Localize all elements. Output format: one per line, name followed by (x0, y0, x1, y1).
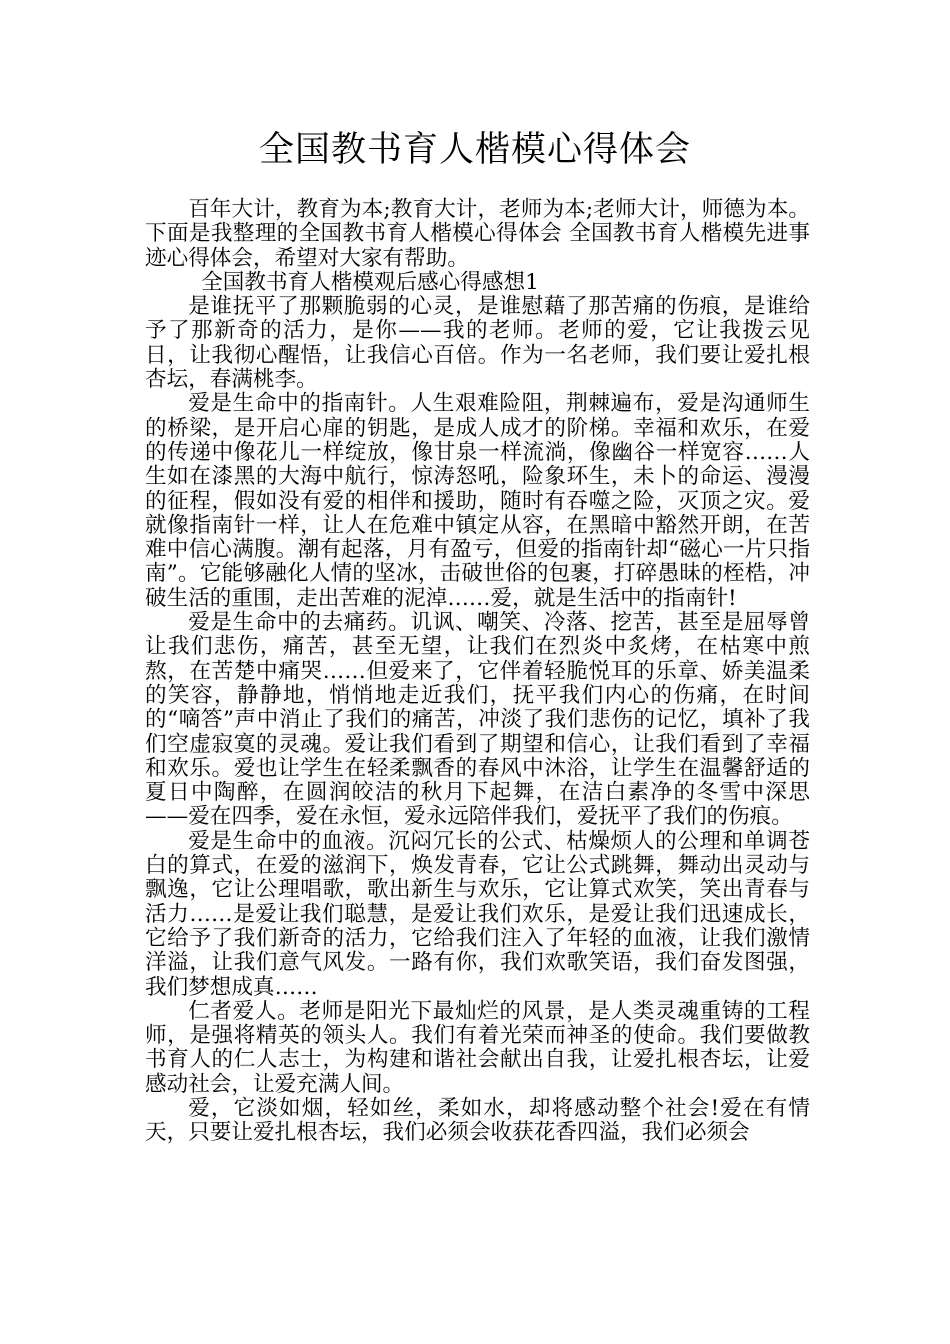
body-paragraph: 爱是生命中的血液。沉闷冗长的公式、枯燥烦人的公理和单调苍白的算式，在爱的滋润下，焕发青春，它让公式跳舞，舞动出灵动与飘逸，它让公理唱歌，歌出新生与欢乐，它让算式欢笑，笑出青春与活力……是爱让我们聪慧，是爱让我们欢乐，是爱让我们迅速成长，它给予了我们新奇的活力，它给我们注入了年轻的血液，让我们激情洋溢，让我们意气风发。一路有你，我们欢歌笑语，我们奋发图强，我们梦想成真…… (145, 828, 810, 1000)
body-paragraph: 爱是生命中的去痛药。讥讽、嘲笑、冷落、挖苦，甚至是屈辱曾让我们悲伤，痛苦，甚至无望，让我们在烈炎中炙烤，在枯寒中煎熬，在苦楚中痛哭……但爱来了，它伴着轻脆悦耳的乐章、娇美温柔的笑容，静静地，悄悄地走近我们，抚平我们内心的伤痛，在时间的“嘀答”声中消止了我们的痛苦，冲淡了我们悲伤的记忆，填补了我们空虚寂寞的灵魂。爱让我们看到了期望和信心，让我们看到了幸福和欢乐。爱也让学生在轻柔飘香的春风中沐浴，让学生在温馨舒适的夏日中陶醉，在圆润皎洁的秋月下起舞，在洁白素净的冬雪中深思——爱在四季，爱在永恒，爱永远陪伴我们，爱抚平了我们的伤痕。 (145, 610, 810, 830)
section-heading: 全国教书育人楷模观后感心得感想1 (201, 269, 539, 295)
body-paragraph: 是谁抚平了那颗脆弱的心灵，是谁慰藉了那苦痛的伤痕，是谁给予了那新奇的活力，是你——我的老师。老师的爱，它让我拨云见日，让我彻心醒悟，让我信心百倍。作为一名老师，我们要让爱扎根杏坛，春满桃李。 (145, 294, 810, 393)
document-body (145, 198, 810, 1146)
body-paragraph: 爱是生命中的指南针。人生艰难险阻，荆棘遍布，爱是沟通师生的桥梁，是开启心扉的钥匙，是成人成才的阶梯。幸福和欢乐，在爱的传递中像花儿一样绽放，像甘泉一样流淌，像幽谷一样宽容……人生如在漆黑的大海中航行，惊涛怒吼，险象环生，未卜的命运、漫漫的征程，假如没有爱的相伴和援助，随时有吞噬之险，灭顶之灾。爱就像指南针一样，让人在危难中镇定从容，在黑暗中豁然开朗，在苦难中信心满腹。潮有起落，月有盈亏，但爱的指南针却“磁心一片只指南”。它能够融化人情的坚冰，击破世俗的包裹，打碎愚昧的桎梏，冲破生活的重围，走出苦难的泥淖……爱，就是生活中的指南针! (145, 391, 810, 611)
body-paragraph: 仁者爱人。老师是阳光下最灿烂的风景，是人类灵魂重铸的工程师，是强将精英的领头人。我们有着光荣而神圣的使命。我们要做教书育人的仁人志士，为构建和谐社会献出自我，让爱扎根杏坛，让爱感动社会，让爱充满人间。 (145, 998, 810, 1097)
intro-paragraph: 百年大计，教育为本;教育大计，老师为本;老师大计，师德为本。下面是我整理的全国教书育人楷模心得体会 全国教书育人楷模先进事迹心得体会，希望对大家有帮助。 (145, 197, 810, 271)
body-paragraph: 爱，它淡如烟，轻如丝，柔如水，却将感动整个社会!爱在有情天，只要让爱扎根杏坛，我们必须会收获花香四溢，我们必须会 (145, 1095, 810, 1146)
document-title: 全国教书育人楷模心得体会 (258, 130, 691, 170)
